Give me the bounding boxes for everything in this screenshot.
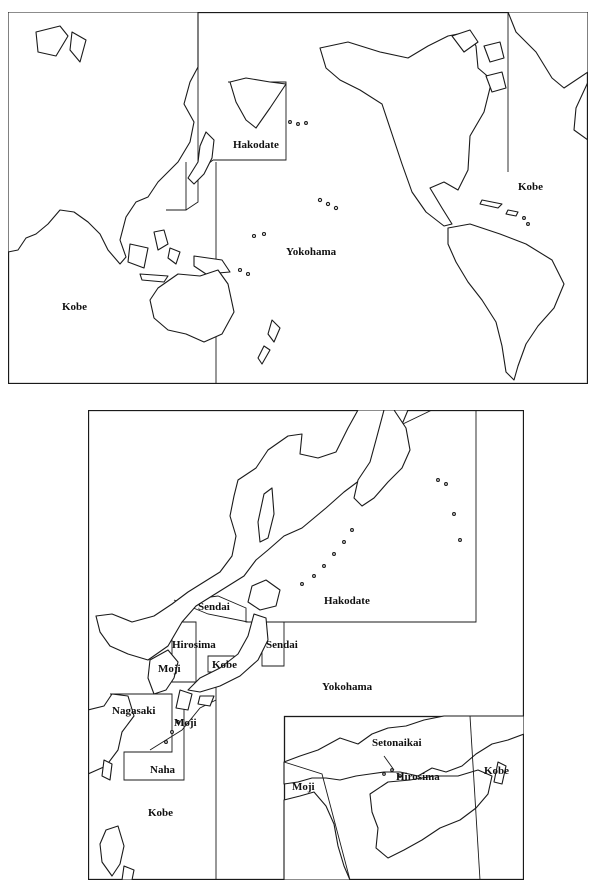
kamchatka-landmass [230,78,286,128]
borneo-island [128,244,148,268]
label-yokohama: Yokohama [286,246,337,258]
kuril-islet-6 [301,583,304,586]
pacific-ocean-zone-map [8,12,588,384]
aleutian-islet-d [459,539,462,542]
caribbean-islet-1 [523,217,526,220]
label-hirosima: Hirosima [172,639,216,651]
hawaii-islet-1 [318,198,321,201]
north-america-landmass [320,32,492,226]
philippines-south-island [122,866,134,880]
hispaniola-island [506,210,518,216]
label-naha: Naha [150,764,176,776]
inset-label-hirosima: Hirosima [396,771,440,783]
java-island [140,274,168,282]
pacific-map-svg [8,12,588,384]
kuril-islet-2 [343,541,346,544]
canada-arctic-island-2 [484,42,504,62]
ryukyu-islet-2 [171,731,174,734]
kuril-islet-3 [333,553,336,556]
cuba-island [480,200,502,208]
inset-islet-1 [383,773,386,776]
label-moji-north: Moji [158,663,181,675]
aleutian-islet-a [437,479,440,482]
ryukyu-islet-3 [165,741,168,744]
sulawesi-island [168,248,180,264]
shikoku-island [198,696,214,706]
aleutian-islet-1 [289,121,292,124]
hawaii-islet-2 [326,202,329,205]
label-nagasaki: Nagasaki [112,705,156,717]
new-zealand-north [268,320,280,342]
hokkaido-island [248,580,280,610]
taiwan-island [102,760,112,780]
new-guinea-island [194,256,230,274]
label-sendai-east: Sendai [266,639,298,651]
asia-landmass [8,12,198,264]
pacific-land [8,12,588,380]
micronesia-islet-2 [263,233,266,236]
label-yokohama: Yokohama [322,681,373,693]
honshu-island [188,614,268,692]
japan-zone-map [88,410,524,880]
label-kobe-main: Kobe [212,659,238,671]
inset-label-moji: Moji [292,781,315,793]
label-hakodate: Hakodate [233,139,279,151]
inset-label-kobe: Kobe [484,765,510,777]
label-sendai-north: Sendai [198,601,230,613]
micronesia-islet-3 [239,269,242,272]
kuril-islet-5 [313,575,316,578]
inset-setonaikai-map [284,716,524,880]
label-hakodate: Hakodate [324,595,370,607]
micronesia-islet-1 [253,235,256,238]
aleutian-islet-b [445,483,448,486]
kuril-islet-4 [323,565,326,568]
europe-edge-coast [574,82,588,140]
aleutian-islet-3 [305,122,308,125]
luzon-island [100,826,124,876]
hawaii-islet-3 [334,206,337,209]
kuril-islet-1 [351,529,354,532]
aleutian-islet-c [453,513,456,516]
label-moji-south: Moji [174,717,197,729]
south-america-landmass [448,224,564,380]
micronesia-islet-4 [247,273,250,276]
japan-islands [188,132,214,184]
philippines-island [154,230,168,250]
greenland-landmass [508,12,588,88]
label-kobe-east: Kobe [518,181,544,193]
aleutian-islet-2 [297,123,300,126]
new-zealand-south [258,346,270,364]
caribbean-islet-2 [527,223,530,226]
japan-map-svg [88,410,524,880]
inset-label-setonaikai: Setonaikai [372,737,422,749]
kyushu-island [176,690,192,710]
label-kobe-west: Kobe [62,301,88,313]
label-kobe-south: Kobe [148,807,174,819]
